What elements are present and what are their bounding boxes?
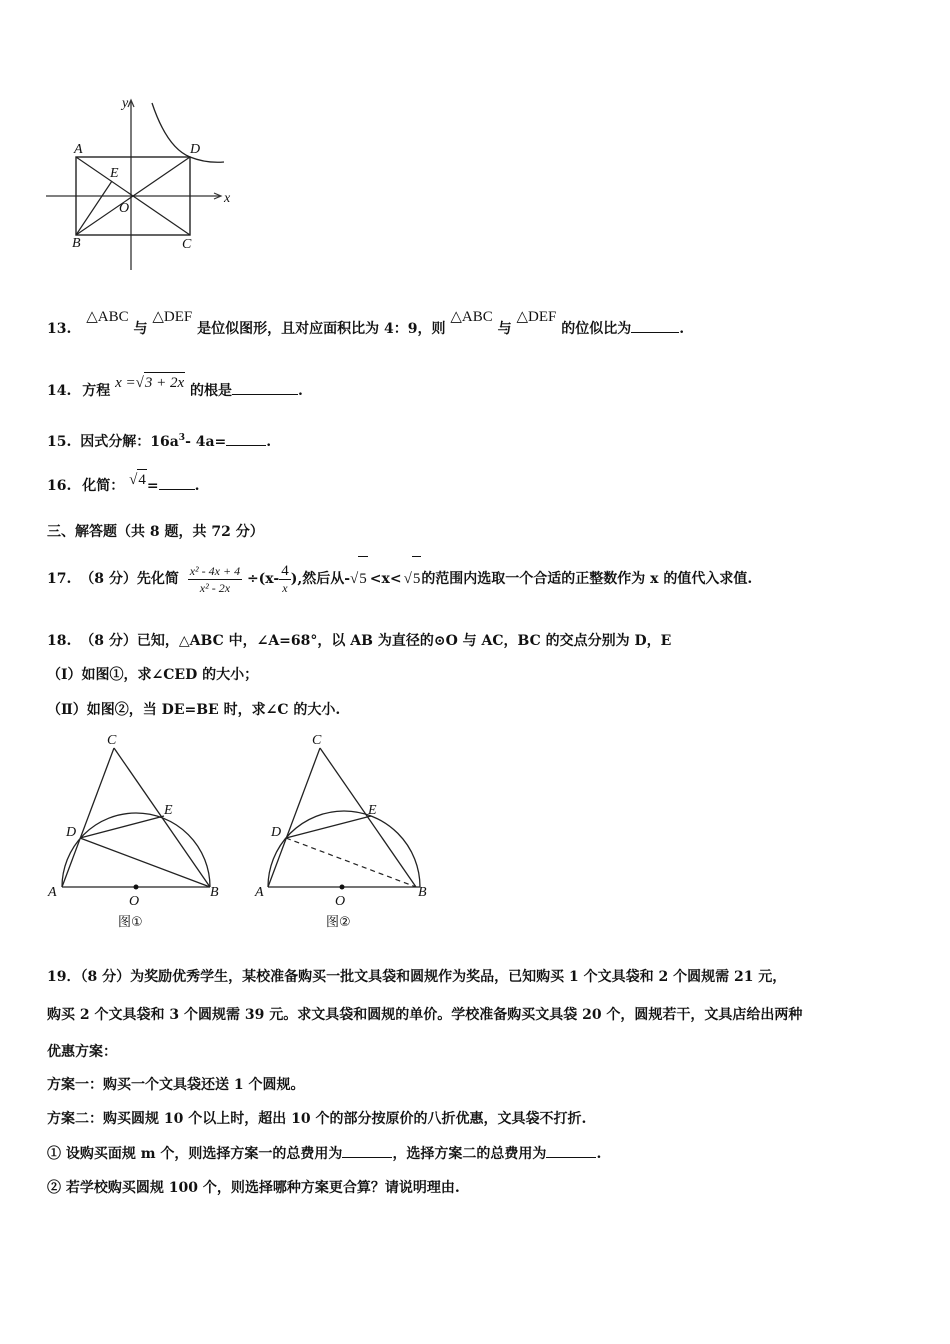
question-15: [47, 428, 271, 452]
q13-text2: 的位似比为: [561, 321, 632, 337]
fig1-segment-db: [80, 838, 210, 887]
q17-text2: 的范围内选取一个合适的正整数作为 x 的值代入求值.: [421, 571, 753, 587]
q13-yu: 与: [133, 321, 148, 337]
fig2-label-b: B: [418, 885, 427, 900]
q17-radicand-1: 5: [358, 556, 368, 601]
figure-1: [47, 733, 219, 930]
fig2-label-e: E: [368, 803, 377, 818]
q14-label: 方程: [82, 383, 111, 399]
q17-frac-numerator: x² - 4x + 4: [189, 563, 241, 578]
figure-2: [254, 733, 427, 930]
q17-score: （8 分）先化简: [80, 571, 179, 587]
q19-plan-2: 方案二：购买圆规 10 个以上时，超出 10 个的部分按原价的八折优惠，文具袋不打折.: [47, 1111, 587, 1127]
label-b: B: [72, 236, 81, 251]
q14-answer-blank[interactable]: [232, 380, 298, 395]
q16-end: .: [194, 478, 200, 494]
q19-plan-1: 方案一：购买一个文具袋还送 1 个圆规。: [47, 1077, 305, 1093]
hyperbola-curve: [152, 103, 224, 162]
label-e: E: [110, 166, 119, 181]
q17-sqrt-2: √5: [404, 556, 422, 601]
label-d: D: [190, 142, 201, 157]
fig2-center-dot: [340, 885, 345, 890]
fig1-label-b: B: [210, 885, 219, 900]
q17-sqrt-1: √5: [350, 556, 368, 601]
q19-line-2: 购买 2 个文具袋和 3 个圆规需 39 元。求文具袋和圆规的单价。学校准备购买文具袋 20 个，圆规若干，文具店给出两种: [47, 1007, 803, 1023]
q16-answer-blank[interactable]: [159, 475, 195, 490]
fig2-caption: 图②: [326, 915, 351, 930]
fig2-label-a: A: [255, 885, 264, 900]
q17-div: ÷(x-: [246, 571, 280, 587]
segment-be: [76, 181, 112, 235]
coordinate-figure: [40, 95, 240, 275]
q17-fraction: [188, 563, 242, 596]
label-o: O: [119, 201, 130, 216]
circle-figures: [40, 730, 460, 935]
q18-text: （8 分）已知，△ABC 中，∠A=68°，以 AB 为直径的⊙O 与 AC，BC 的交点分别为 D，E: [80, 633, 672, 649]
q16-number: 16.: [47, 478, 72, 494]
q18-part-2: （Ⅱ）如图②，当 DE=BE 时，求∠C 的大小.: [47, 702, 341, 718]
q17-small-den: x: [279, 579, 291, 596]
q19-sub1-b: ，选择方案二的总费用为: [392, 1146, 547, 1162]
label-a: A: [74, 142, 83, 157]
fig1-center-dot: [134, 885, 139, 890]
q16-eq: =: [146, 478, 159, 494]
q14-lhs: x =: [115, 375, 136, 391]
q16-sqrt: √4: [129, 469, 147, 490]
fig1-side-bc: [114, 748, 210, 887]
fig2-label-d: D: [271, 825, 282, 840]
q13-triangle-abc: △ABC: [86, 309, 129, 325]
fig1-side-ac: [62, 748, 114, 887]
fig2-label-c: C: [312, 733, 322, 748]
fig1-semicircle: [62, 813, 210, 887]
q17-number: 17.: [47, 571, 72, 587]
q15-end: .: [266, 433, 272, 450]
q15-number: 15.: [47, 433, 72, 450]
q13-answer-blank[interactable]: [631, 318, 679, 333]
q13-number: 13.: [47, 321, 72, 337]
q15-exponent: 3: [178, 433, 186, 443]
label-x: x: [224, 191, 231, 206]
q15-answer-blank[interactable]: [226, 431, 266, 446]
question-17: [47, 556, 752, 604]
q17-small-fraction: [279, 563, 291, 596]
section-3-title: 三、解答题（共 8 题，共 72 分）: [47, 524, 264, 540]
q17-mid: <x<: [369, 571, 402, 587]
q17-radicand-2: 5: [412, 556, 422, 601]
q18-number: 18.: [47, 633, 72, 649]
label-c: C: [182, 237, 192, 252]
q14-end: .: [298, 383, 303, 399]
q13-triangle-def: △DEF: [152, 309, 193, 325]
q19-blank-plan1[interactable]: [342, 1143, 392, 1158]
q19-line-3: 优惠方案：: [47, 1044, 117, 1060]
q18-part-1: （Ⅰ）如图①，求∠CED 的大小；: [47, 667, 259, 683]
q13-triangle-abc-2: △ABC: [450, 309, 493, 325]
q13-triangle-def-2: △DEF: [516, 309, 557, 325]
question-13: [47, 309, 685, 339]
fig1-label-d: D: [66, 825, 77, 840]
q19-blank-plan2[interactable]: [546, 1143, 596, 1158]
q15-expr-a: 16a: [150, 433, 179, 450]
fig2-segment-db-dashed: [286, 838, 416, 887]
q19-sub-1: [47, 1143, 601, 1164]
label-y: y: [122, 96, 129, 111]
q19-line-1: 19．（8 分）为奖励优秀学生，某校准备购买一批文具袋和圆规作为奖品，已知购买 1 个文具袋和 2 个圆规需 21 元，: [47, 969, 787, 985]
q14-radicand: 3 + 2x: [144, 372, 185, 393]
q19-sub-2: ② 若学校购买圆规 100 个，则选择哪种方案更合算？请说明理由.: [47, 1180, 460, 1196]
question-16: [47, 472, 200, 496]
q16-label: 化简：: [82, 478, 125, 494]
q17-frac-denominator: x² - 2x: [188, 579, 242, 596]
q19-sub1-a: ① 设购买面规 m 个，则选择方案一的总费用为: [47, 1146, 343, 1162]
fig1-label-c: C: [107, 733, 117, 748]
q14-number: 14.: [47, 383, 72, 399]
q17-small-num: 4: [281, 562, 289, 579]
q19-sub1-end: .: [596, 1146, 602, 1162]
fig1-label-e: E: [164, 803, 173, 818]
q15-expr-b: - 4a=: [185, 433, 227, 450]
q17-text1: ),然后从-: [290, 571, 351, 587]
fig2-segment-de: [286, 816, 371, 838]
q15-label: 因式分解：: [80, 433, 151, 450]
q14-text: 的根是: [190, 383, 233, 399]
fig1-label-a: A: [48, 885, 57, 900]
fig2-label-o: O: [335, 894, 346, 909]
question-18: [47, 631, 671, 651]
question-14: [47, 375, 303, 401]
fig1-caption: 图①: [118, 915, 143, 930]
q14-sqrt: √3 + 2x: [136, 372, 186, 393]
fig1-label-o: O: [129, 894, 140, 909]
q13-yu-2: 与: [497, 321, 512, 337]
q13-text1: 是位似图形，且对应面积比为 4：9，则: [197, 321, 446, 337]
q16-radicand: 4: [137, 469, 147, 490]
q13-end: .: [679, 321, 685, 337]
